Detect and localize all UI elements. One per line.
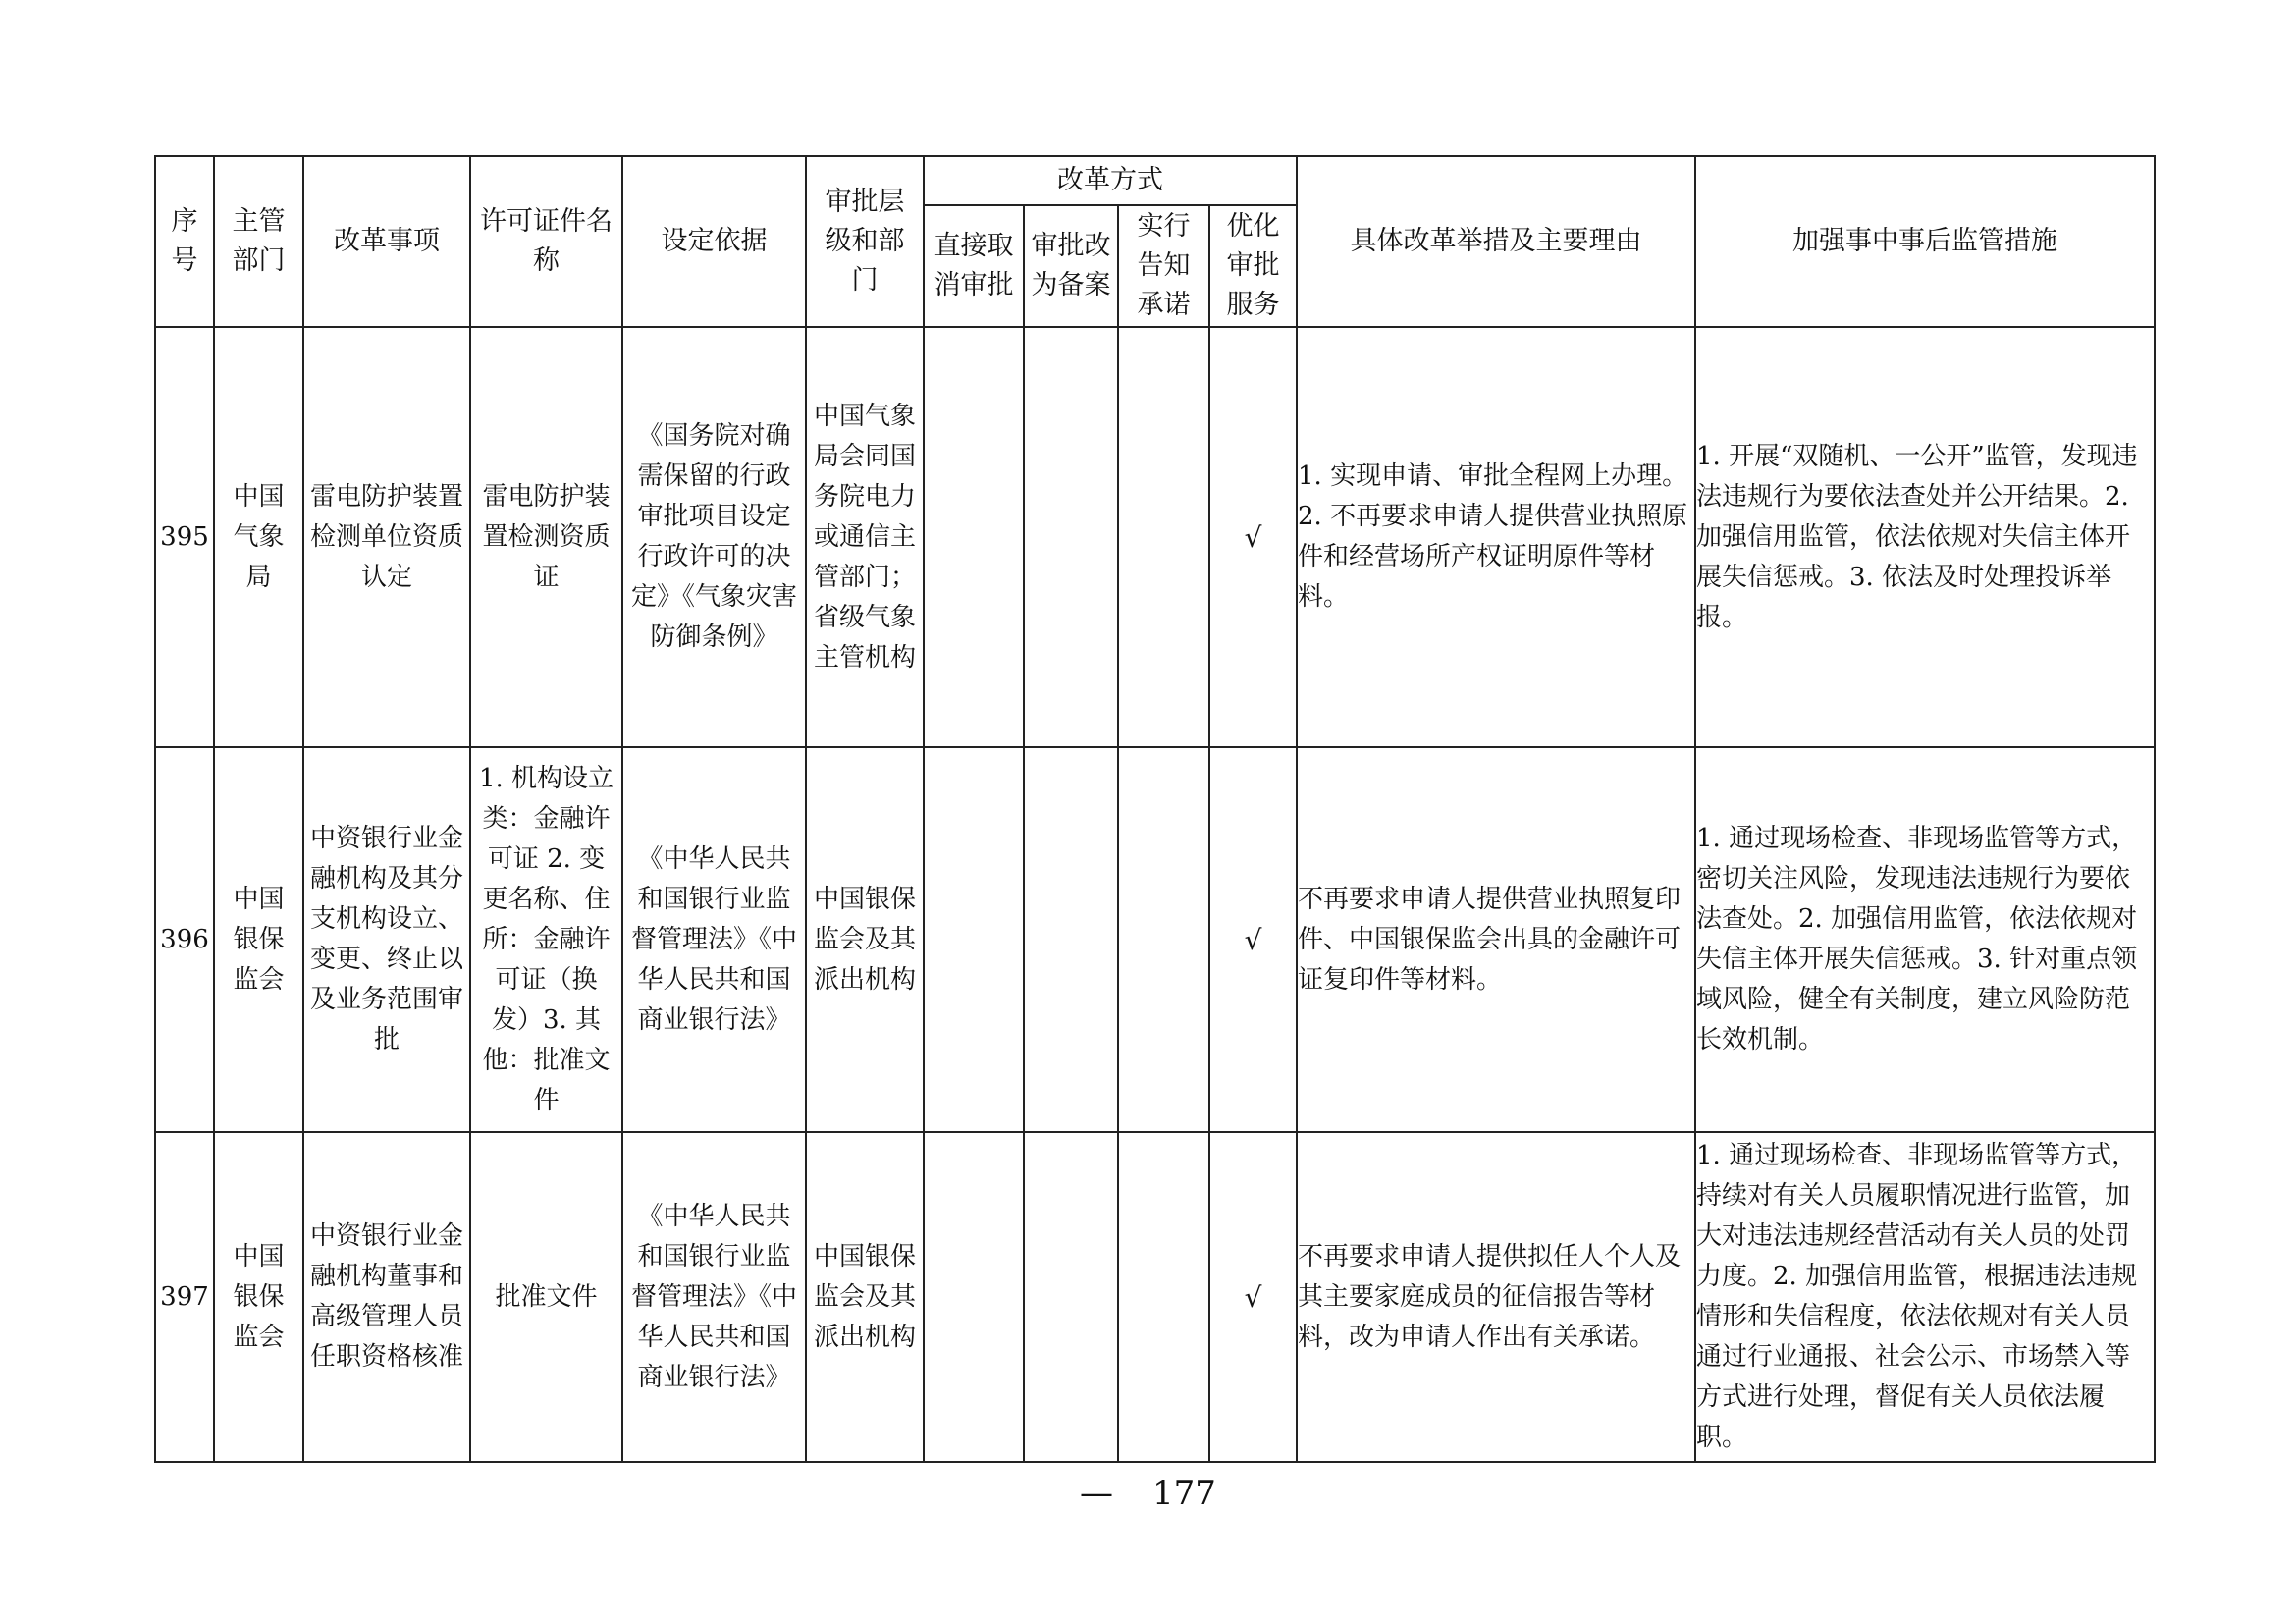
cell-reform-optimize: √ [1209, 327, 1297, 747]
cell-level: 中国银保监会及其派出机构 [806, 747, 924, 1132]
cell-license: 雷电防护装置检测资质证 [470, 327, 622, 747]
cell-measures: 不再要求申请人提供营业执照复印件、中国银保监会出具的金融许可证复印件等材料。 [1297, 747, 1695, 1132]
header-row-top [155, 156, 2155, 205]
cell-dept: 中国气象局 [214, 327, 303, 747]
cell-basis: 《中华人民共和国银行业监督管理法》《中华人民共和国商业银行法》 [622, 747, 806, 1132]
cell-basis: 《国务院对确需保留的行政审批项目设定行政许可的决定》《气象灾害防御条例》 [622, 327, 806, 747]
cell-measures: 不再要求申请人提供拟任人个人及其主要家庭成员的征信报告等材料，改为申请人作出有关承诺。 [1297, 1132, 1695, 1462]
header-reform-cancel: 直接取消审批 [924, 205, 1024, 327]
footer-dash: — [1080, 1474, 1114, 1513]
cell-reform-record [1024, 327, 1118, 747]
page-number: 177 [1152, 1474, 1216, 1513]
header-level: 审批层级和部门 [806, 156, 924, 327]
cell-reform-optimize: √ [1209, 1132, 1297, 1462]
header-basis: 设定依据 [622, 156, 806, 327]
cell-measures: 1. 实现申请、审批全程网上办理。2. 不再要求申请人提供营业执照原件和经营场所产权证明原件等材料。 [1297, 327, 1695, 747]
cell-reform-cancel [924, 1132, 1024, 1462]
cell-item: 中资银行业金融机构及其分支机构设立、变更、终止以及业务范围审批 [303, 747, 470, 1132]
cell-reform-notify [1118, 1132, 1209, 1462]
header-reform-record: 审批改为备案 [1024, 205, 1118, 327]
cell-license: 1. 机构设立类：金融许可证 2. 变更名称、住所：金融许可证（换发）3. 其他：批准文件 [470, 747, 622, 1132]
cell-seq: 395 [155, 327, 214, 747]
cell-reform-cancel [924, 327, 1024, 747]
page-footer [0, 1469, 2296, 1518]
header-reform-optimize: 优化审批服务 [1209, 205, 1297, 327]
cell-supervision: 1. 通过现场检查、非现场监管等方式，密切关注风险，发现违法违规行为要依法查处。2. 加强信用监管，依法依规对失信主体开展失信惩戒。3. 针对重点领域风险，健全有关制度，建立风险防范长效机制。 [1695, 747, 2155, 1132]
cell-supervision: 1. 通过现场检查、非现场监管等方式，持续对有关人员履职情况进行监管，加大对违法违规经营活动有关人员的处罚力度。2. 加强信用监管，根据违法违规情形和失信程度，依法依规对有关人员通过行业通报、社会公示、市场禁入等方式进行处理，督促有关人员依法履职。 [1695, 1132, 2155, 1462]
cell-reform-cancel [924, 747, 1024, 1132]
header-supervision: 加强事中事后监管措施 [1695, 156, 2155, 327]
header-license: 许可证件名称 [470, 156, 622, 327]
header-measures: 具体改革举措及主要理由 [1297, 156, 1695, 327]
cell-seq: 397 [155, 1132, 214, 1462]
cell-level: 中国银保监会及其派出机构 [806, 1132, 924, 1462]
header-dept: 主管部门 [214, 156, 303, 327]
table-row [155, 1132, 2155, 1462]
cell-reform-optimize: √ [1209, 747, 1297, 1132]
table-row [155, 327, 2155, 747]
reform-table [154, 155, 2156, 1463]
header-reform-group: 改革方式 [924, 156, 1297, 205]
cell-dept: 中国银保监会 [214, 747, 303, 1132]
cell-level: 中国气象局会同国务院电力或通信主管部门；省级气象主管机构 [806, 327, 924, 747]
table-row [155, 747, 2155, 1132]
cell-reform-notify [1118, 747, 1209, 1132]
cell-reform-record [1024, 747, 1118, 1132]
cell-item: 中资银行业金融机构董事和高级管理人员任职资格核准 [303, 1132, 470, 1462]
cell-reform-notify [1118, 327, 1209, 747]
cell-basis: 《中华人民共和国银行业监督管理法》《中华人民共和国商业银行法》 [622, 1132, 806, 1462]
cell-license: 批准文件 [470, 1132, 622, 1462]
header-seq: 序号 [155, 156, 214, 327]
cell-dept: 中国银保监会 [214, 1132, 303, 1462]
header-reform-notify: 实行告知承诺 [1118, 205, 1209, 327]
cell-reform-record [1024, 1132, 1118, 1462]
header-item: 改革事项 [303, 156, 470, 327]
cell-supervision: 1. 开展“双随机、一公开”监管，发现违法违规行为要依法查处并公开结果。2. 加强信用监管，依法依规对失信主体开展失信惩戒。3. 依法及时处理投诉举报。 [1695, 327, 2155, 747]
cell-item: 雷电防护装置检测单位资质认定 [303, 327, 470, 747]
cell-seq: 396 [155, 747, 214, 1132]
